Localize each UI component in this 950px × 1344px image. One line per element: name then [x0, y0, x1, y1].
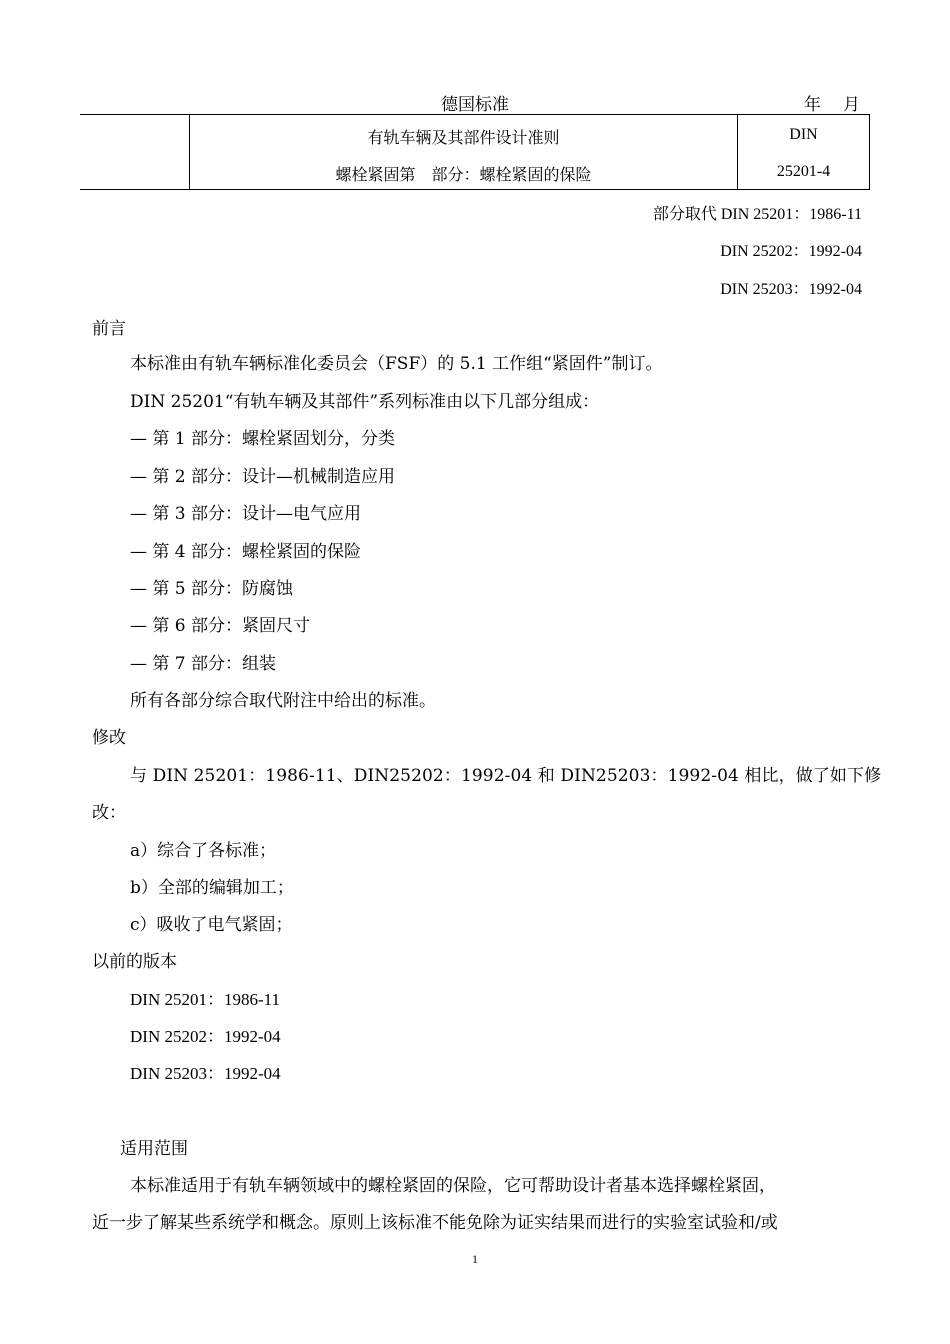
scope-heading: 适用范围	[120, 1139, 188, 1159]
date-label	[804, 90, 860, 115]
scope-line-1: 本标准适用于有轨车辆领域中的螺栓紧固的保险，它可帮助设计者基本选择螺栓紧固，	[130, 1176, 776, 1196]
standard-label: 德国标准	[441, 95, 509, 115]
foreword-para-1: 本标准由有轨车辆标准化委员会（FSF）的 5.1 工作组“紧固件”制订。	[130, 354, 663, 374]
year-label: 年	[804, 95, 821, 115]
code-line-2: 25201-4	[776, 163, 831, 180]
part-item: — 第 6 部分：紧固尺寸	[130, 616, 311, 636]
changes-para-line-2: 改：	[92, 803, 126, 823]
replaces-line-2: DIN 25202：1992-04	[720, 243, 862, 260]
part-item: — 第 7 部分：组装	[130, 654, 277, 674]
previous-heading: 以前的版本	[92, 952, 177, 972]
change-item: a）综合了各标准；	[130, 841, 277, 861]
header-code-cell	[738, 115, 870, 189]
part-item: — 第 5 部分：防腐蚀	[130, 579, 294, 599]
replaces-line-1: 部分取代 DIN 25201：1986-11	[652, 206, 862, 223]
header-title-cell	[190, 115, 738, 189]
part-item: — 第 4 部分：螺栓紧固的保险	[130, 542, 362, 562]
scope-line-2: 近一步了解某些系统学和概念。原则上该标准不能免除为证实结果而进行的实验室试验和/或	[92, 1213, 778, 1233]
foreword-para-2: DIN 25201“有轨车辆及其部件”系列标准由以下几部分组成：	[130, 392, 600, 412]
previous-item: DIN 25203：1992-04	[130, 1064, 281, 1083]
code-line-1: DIN	[789, 126, 818, 143]
header-logo-cell	[80, 115, 190, 189]
header-top-line	[80, 88, 870, 114]
part-item: — 第 2 部分：设计—机械制造应用	[130, 467, 396, 487]
foreword-para-3: 所有各部分综合取代附注中给出的标准。	[130, 691, 436, 711]
foreword-heading: 前言	[92, 319, 126, 339]
title-line-1: 有轨车辆及其部件设计准则	[367, 128, 560, 147]
title-line-2: 螺栓紧固第 部分：螺栓紧固的保险	[335, 165, 592, 184]
header-table	[80, 114, 870, 190]
changes-heading: 修改	[92, 728, 126, 748]
change-item: c）吸收了电气紧固；	[130, 915, 293, 935]
change-item: b）全部的编辑加工；	[130, 878, 294, 898]
changes-para-line-1: 与 DIN 25201：1986-11、DIN25202：1992-04 和 DIN25203：1992-04 相比，做了如下修	[130, 766, 882, 786]
previous-item: DIN 25201：1986-11	[130, 990, 280, 1009]
part-item: — 第 1 部分：螺栓紧固划分，分类	[130, 429, 396, 449]
part-item: — 第 3 部分：设计—电气应用	[130, 504, 362, 524]
replaces-line-3: DIN 25203：1992-04	[720, 281, 862, 298]
page-number: 1	[472, 1252, 478, 1266]
month-label: 月	[843, 95, 860, 115]
previous-item: DIN 25202：1992-04	[130, 1027, 281, 1046]
